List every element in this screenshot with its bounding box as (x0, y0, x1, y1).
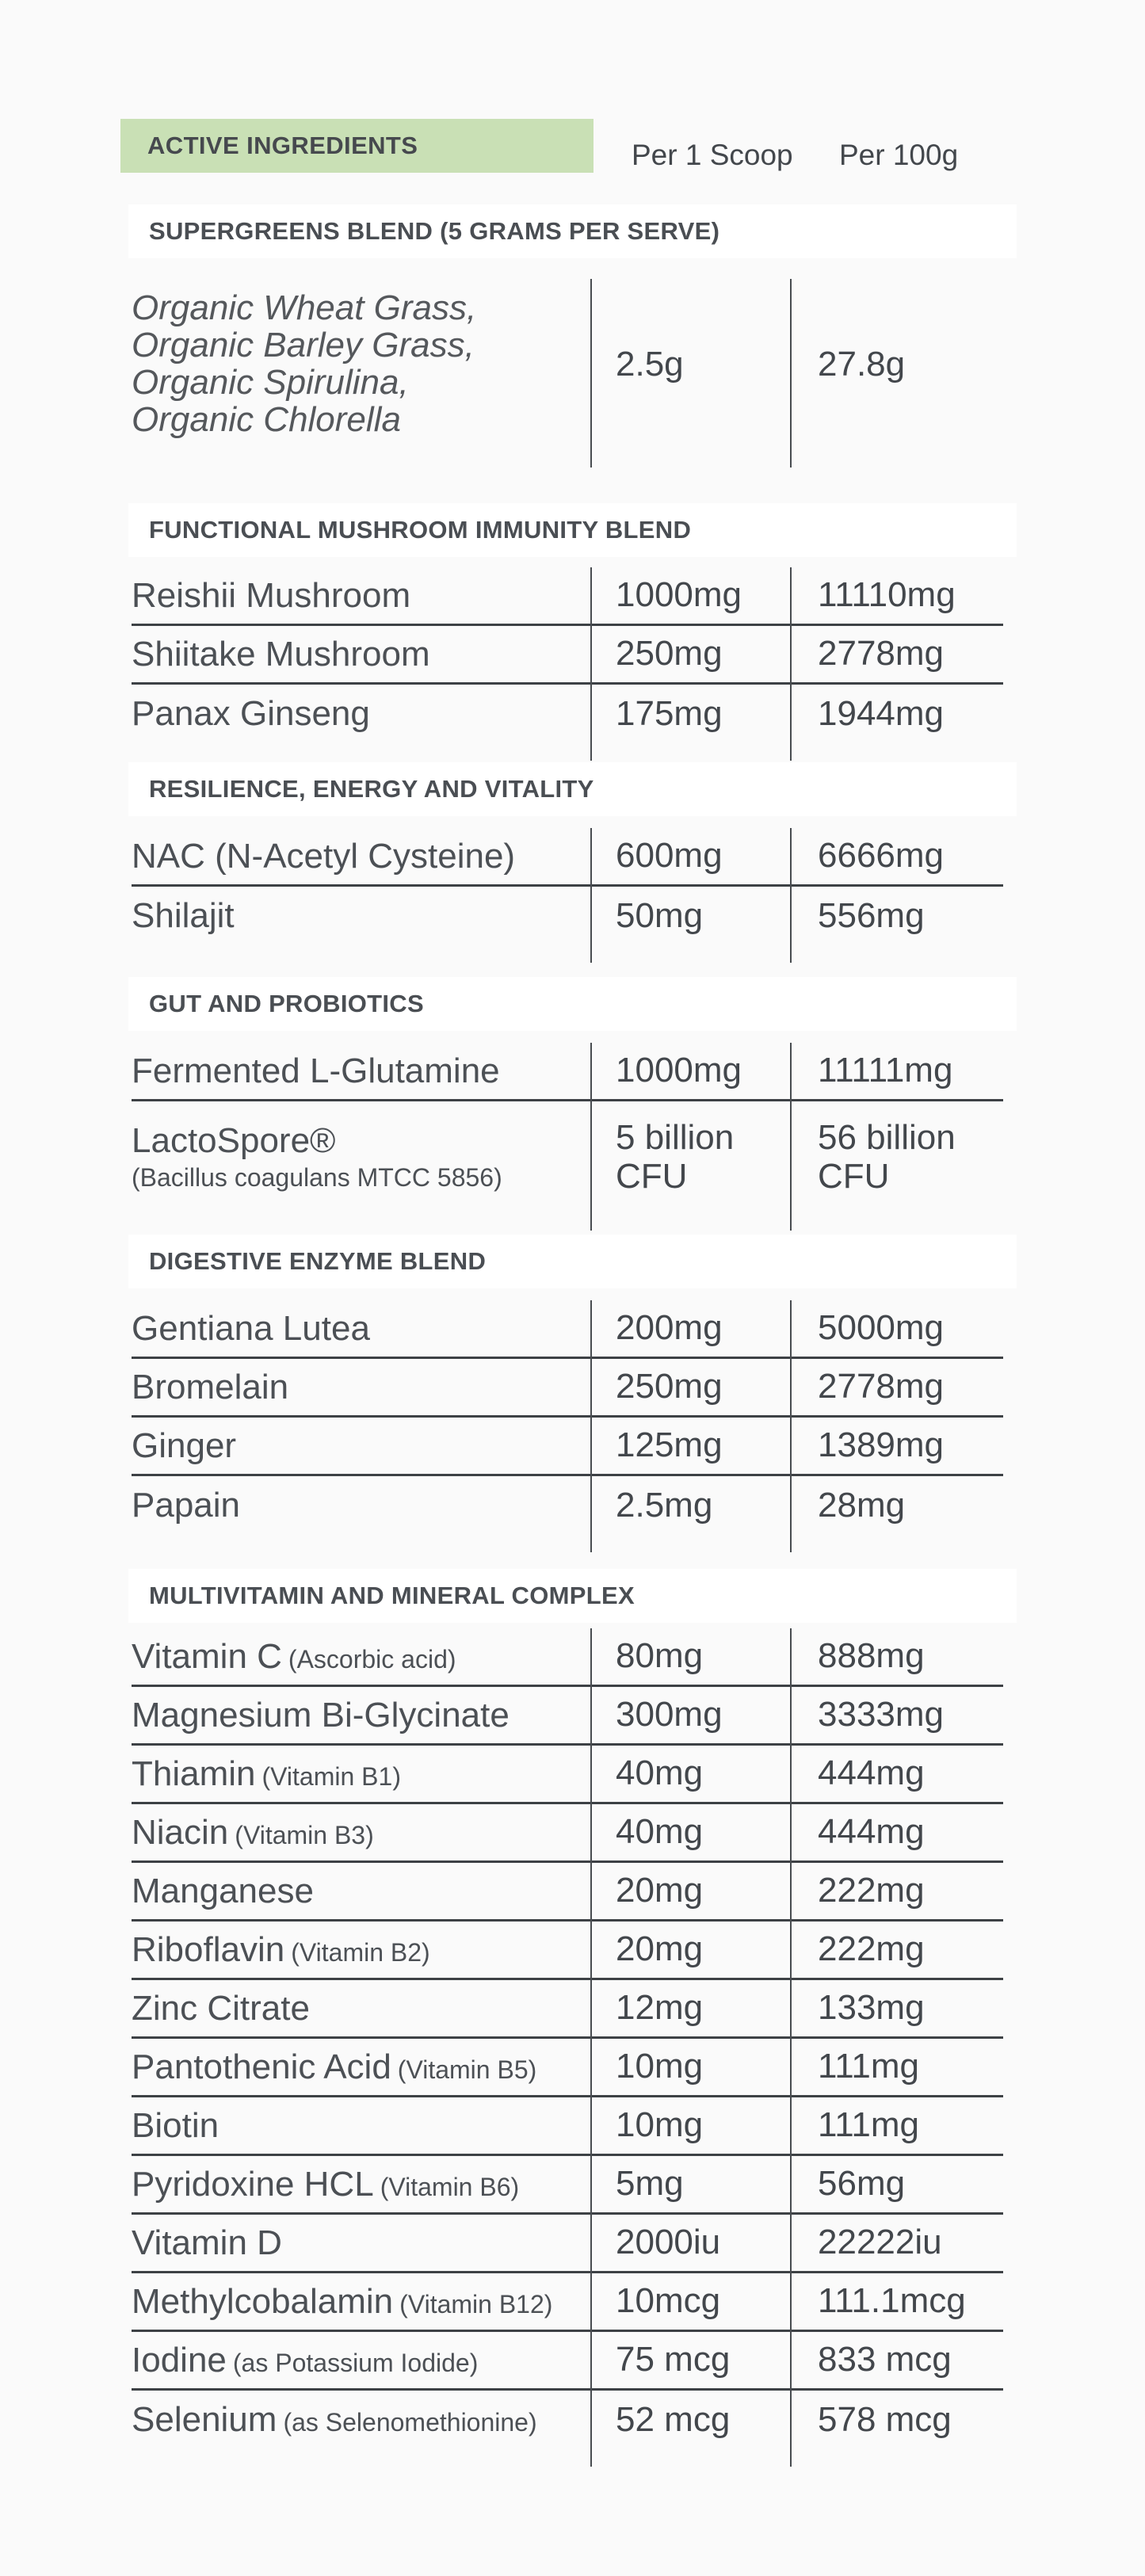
ingredient-sub-label: (Vitamin B1) (261, 1761, 401, 1791)
per-scoop-value-cell (591, 887, 791, 945)
column-divider-line (790, 1628, 792, 2467)
ingredient-name: Niacin (132, 1812, 229, 1852)
per-100g-value-cell (791, 2097, 1003, 2154)
ingredient-sub-label: (Vitamin B3) (235, 1820, 374, 1849)
per-scoop-value: 40mg (616, 1812, 704, 1852)
ingredient-name: Shiitake Mushroom (132, 634, 430, 674)
column-divider-line (590, 279, 592, 467)
ingredient-row (132, 1043, 1003, 1101)
ingredient-row (132, 2332, 1003, 2391)
per-100g-value: 111.1mcg (818, 2281, 966, 2321)
section-title: MULTIVITAMIN AND MINERAL COMPLEX (149, 1582, 635, 1609)
per-scoop-value-cell (591, 1746, 791, 1802)
ingredient-row (132, 1863, 1003, 1922)
ingredient-name: Iodine (132, 2340, 227, 2379)
per-scoop-value-cell (591, 1359, 791, 1415)
per-100g-value: 11111mg (818, 1051, 953, 1090)
per-100g-value-cell (791, 685, 1003, 743)
per-100g-value-cell (791, 1922, 1003, 1978)
per-100g-value: 28mg (818, 1485, 906, 1525)
ingredient-name-cell (132, 2273, 591, 2330)
per-100g-value-cell (791, 2039, 1003, 2095)
column-divider-line (590, 567, 592, 761)
per-100g-value: 1944mg (818, 693, 945, 733)
ingredient-row (132, 2391, 1003, 2449)
per-100g-value-cell (791, 2332, 1003, 2388)
section-title: FUNCTIONAL MUSHROOM IMMUNITY BLEND (149, 516, 692, 544)
per-100g-value-cell (791, 1476, 1003, 1535)
per-100g-value: 833 mcg (818, 2340, 952, 2379)
ingredient-name-cell (132, 2215, 591, 2271)
per-scoop-value-cell (591, 279, 791, 450)
ingredient-row (132, 1476, 1003, 1535)
ingredient-sub-label: (as Selenomethionine) (283, 2408, 537, 2437)
ingredient-name-cell (132, 2391, 591, 2449)
per-scoop-value-cell (591, 1476, 791, 1535)
ingredient-name-cell (132, 1922, 591, 1978)
section-header (128, 977, 1017, 1031)
active-ingredients-header (120, 119, 593, 173)
ingredient-name-cell (132, 1804, 591, 1860)
per-100g-value: 2778mg (818, 1367, 945, 1406)
per-100g-value-cell (791, 626, 1003, 682)
ingredient-name-line: Organic Spirulina, (132, 363, 409, 402)
ingredient-name: Selenium (132, 2400, 277, 2440)
per-scoop-value-cell (591, 2039, 791, 2095)
per-100g-value-cell (791, 1746, 1003, 1802)
ingredient-name: Magnesium Bi-Glycinate (132, 1695, 510, 1735)
column-divider-line (790, 279, 792, 467)
ingredient-name-cell (132, 2097, 591, 2154)
ingredient-name: NAC (N-Acetyl Cysteine) (132, 836, 516, 876)
section-title: SUPERGREENS BLEND (5 GRAMS PER SERVE) (149, 217, 720, 245)
per-scoop-value: 10mg (616, 2047, 704, 2086)
per-100g-value: 56mg (818, 2164, 906, 2204)
col-header-per-100g: Per 100g (839, 139, 959, 171)
per-100g-value-cell (791, 1804, 1003, 1860)
ingredient-name: Thiamin (132, 1754, 256, 1793)
per-scoop-value: 250mg (616, 1367, 723, 1406)
section-rows (132, 1300, 1003, 1552)
ingredient-row (132, 1418, 1003, 1476)
ingredient-row (132, 2039, 1003, 2097)
ingredient-row (132, 626, 1003, 685)
active-ingredients-title: ACTIVE INGREDIENTS (147, 132, 418, 159)
per-scoop-value-cell (591, 1043, 791, 1099)
per-100g-value: 578 mcg (818, 2399, 952, 2439)
per-100g-value-cell (791, 1359, 1003, 1415)
per-scoop-value-cell (591, 1922, 791, 1978)
per-100g-value: 22222iu (818, 2223, 942, 2262)
per-scoop-value: 50mg (616, 895, 704, 935)
ingredient-row (132, 1359, 1003, 1418)
section-header (128, 1569, 1017, 1623)
ingredient-name-cell (132, 1746, 591, 1802)
column-divider-line (590, 1628, 592, 2467)
ingredient-sub-label: (as Potassium Iodide) (232, 2348, 479, 2377)
ingredient-name-cell (132, 685, 591, 743)
per-100g-value-cell (791, 567, 1003, 624)
per-scoop-value: 300mg (616, 1695, 723, 1735)
section-header (128, 204, 1017, 258)
per-scoop-value-cell (591, 2097, 791, 2154)
per-100g-value-cell (791, 1687, 1003, 1743)
per-100g-value: 5000mg (818, 1308, 945, 1348)
section-rows (132, 567, 1003, 761)
ingredient-name: LactoSpore® (132, 1120, 336, 1160)
per-scoop-value-cell (591, 1980, 791, 2036)
ingredient-name: Biotin (132, 2105, 219, 2145)
per-100g-value-cell (791, 279, 1003, 450)
ingredient-name-cell (132, 1359, 591, 1415)
per-100g-value: 111mg (818, 2105, 920, 2145)
per-100g-value-cell (791, 1418, 1003, 1474)
ingredient-name: Riboflavin (132, 1929, 285, 1969)
per-100g-value-cell (791, 2215, 1003, 2271)
per-scoop-value: 1000mg (616, 575, 742, 615)
per-scoop-value: 2.5g (616, 344, 684, 384)
ingredient-name-line: Organic Chlorella (132, 400, 401, 439)
ingredient-name-cell (132, 1043, 591, 1099)
per-scoop-value: 10mcg (616, 2281, 721, 2321)
per-100g-value: 556mg (818, 895, 925, 935)
section-header (128, 1235, 1017, 1288)
per-100g-value: 111mg (818, 2047, 920, 2086)
ingredient-sub-label: (Vitamin B6) (380, 2172, 520, 2201)
per-scoop-value-cell (591, 1863, 791, 1919)
per-scoop-value: 20mg (616, 1929, 704, 1969)
per-scoop-value: 12mg (616, 1988, 704, 2028)
per-scoop-value: 200mg (616, 1308, 723, 1348)
section-title: RESILIENCE, ENERGY AND VITALITY (149, 775, 594, 803)
per-100g-value: 27.8g (818, 344, 906, 384)
per-scoop-value-cell (591, 2273, 791, 2330)
ingredient-name-cell (132, 2039, 591, 2095)
per-scoop-value: 20mg (616, 1871, 704, 1910)
column-divider-line (790, 567, 792, 761)
ingredient-sub-label: (Ascorbic acid) (288, 1644, 456, 1673)
per-scoop-value-cell (591, 1628, 791, 1685)
ingredient-name-cell (132, 1980, 591, 2036)
per-100g-value: 11110mg (818, 575, 956, 615)
per-100g-value-cell (791, 1628, 1003, 1685)
per-scoop-value: 125mg (616, 1425, 723, 1465)
ingredient-name-cell (132, 887, 591, 945)
section-rows (132, 1628, 1003, 2467)
per-100g-value-cell (791, 887, 1003, 945)
ingredient-name: Pyridoxine HCL (132, 2164, 374, 2204)
ingredient-row (132, 2273, 1003, 2332)
section-rows (132, 1043, 1003, 1231)
ingredient-name: Bromelain (132, 1367, 289, 1406)
ingredient-name-cell (132, 2156, 591, 2212)
per-scoop-value: 80mg (616, 1636, 704, 1676)
section-title: DIGESTIVE ENZYME BLEND (149, 1247, 487, 1275)
ingredient-name: Papain (132, 1486, 241, 1525)
col-header-per-scoop: Per 1 Scoop (632, 139, 793, 171)
ingredient-name: Pantothenic Acid (132, 2047, 391, 2086)
per-scoop-value: 10mg (616, 2105, 704, 2145)
ingredient-row (132, 2097, 1003, 2156)
ingredient-name-cell (132, 2332, 591, 2388)
per-scoop-value-cell (591, 1418, 791, 1474)
per-100g-value-cell (791, 1300, 1003, 1357)
per-100g-value-cell (791, 828, 1003, 884)
ingredient-name-cell (132, 1863, 591, 1919)
column-divider-line (590, 1300, 592, 1552)
column-divider-line (590, 1043, 592, 1231)
ingredient-name: Vitamin D (132, 2223, 282, 2262)
ingredient-row (132, 1746, 1003, 1804)
per-100g-value: 6666mg (818, 836, 945, 876)
ingredient-sub-label: (Bacillus coagulans MTCC 5856) (132, 1163, 502, 1193)
per-100g-value-cell (791, 1043, 1003, 1099)
ingredient-row (132, 685, 1003, 743)
per-scoop-value-cell (591, 2215, 791, 2271)
ingredient-sub-label: (Vitamin B5) (397, 2055, 537, 2084)
per-scoop-value: 5mg (616, 2164, 684, 2204)
per-scoop-value: 2000iu (616, 2223, 721, 2262)
ingredient-name-line: Organic Barley Grass, (132, 326, 475, 364)
ingredient-name-cell (132, 1101, 591, 1213)
per-100g-value-cell (791, 2391, 1003, 2449)
per-scoop-value: 1000mg (616, 1051, 742, 1090)
per-scoop-value: 52 mcg (616, 2399, 731, 2439)
section-header (128, 762, 1017, 816)
per-scoop-value-cell (591, 828, 791, 884)
ingredient-name-cell (132, 1687, 591, 1743)
section-title: GUT AND PROBIOTICS (149, 990, 424, 1017)
ingredient-name-cell (132, 1418, 591, 1474)
per-100g-value: 3333mg (818, 1695, 945, 1735)
per-100g-value-cell (791, 1101, 1003, 1213)
per-100g-value-cell (791, 1980, 1003, 2036)
ingredient-row (132, 1687, 1003, 1746)
ingredient-name: Ginger (132, 1425, 237, 1465)
ingredient-row (132, 828, 1003, 887)
ingredient-name: Zinc Citrate (132, 1988, 310, 2028)
per-scoop-value-cell (591, 1804, 791, 1860)
column-divider-line (790, 828, 792, 963)
ingredient-row (132, 887, 1003, 945)
per-scoop-value-cell (591, 1687, 791, 1743)
column-divider-line (590, 828, 592, 963)
ingredient-row (132, 2215, 1003, 2273)
ingredient-row (132, 1101, 1003, 1213)
ingredient-name-cell (132, 1300, 591, 1357)
per-scoop-value-cell (591, 2332, 791, 2388)
ingredient-row (132, 1804, 1003, 1863)
ingredient-row (132, 279, 1003, 450)
per-100g-value-cell (791, 1863, 1003, 1919)
ingredient-row (132, 567, 1003, 626)
per-100g-value: 888mg (818, 1636, 925, 1676)
per-scoop-value-cell (591, 2391, 791, 2449)
per-scoop-value: 175mg (616, 693, 723, 733)
ingredient-row (132, 1922, 1003, 1980)
ingredient-name-cell (132, 828, 591, 884)
ingredient-row (132, 2156, 1003, 2215)
ingredient-name-cell (132, 1476, 591, 1535)
per-100g-value: 444mg (818, 1754, 925, 1793)
per-scoop-value: 40mg (616, 1754, 704, 1793)
column-divider-line (790, 1043, 792, 1231)
ingredient-sub-label: (Vitamin B2) (291, 1937, 430, 1967)
ingredient-row (132, 1628, 1003, 1687)
section-rows (132, 828, 1003, 963)
ingredient-name: Panax Ginseng (132, 694, 370, 734)
per-scoop-value-cell (591, 2156, 791, 2212)
per-100g-value: 56 billion CFU (818, 1118, 956, 1196)
section-header (128, 503, 1017, 557)
per-100g-value: 444mg (818, 1812, 925, 1852)
per-scoop-value: 5 billion CFU (616, 1118, 735, 1196)
per-scoop-value: 75 mcg (616, 2340, 731, 2379)
ingredient-row (132, 1980, 1003, 2039)
per-100g-value: 1389mg (818, 1425, 945, 1465)
ingredient-name: Reishii Mushroom (132, 575, 411, 615)
ingredient-name: Vitamin C (132, 1636, 282, 1676)
per-100g-value-cell (791, 2273, 1003, 2330)
ingredient-name: Manganese (132, 1871, 314, 1910)
section-rows (132, 279, 1003, 467)
ingredient-name: Methylcobalamin (132, 2281, 394, 2321)
per-100g-value: 222mg (818, 1871, 925, 1910)
ingredient-name: Fermented L-Glutamine (132, 1051, 500, 1090)
ingredient-name-line: Organic Wheat Grass, (132, 288, 477, 327)
ingredient-name: Gentiana Lutea (132, 1308, 370, 1348)
ingredient-name-cell (132, 1628, 591, 1685)
per-100g-value: 133mg (818, 1988, 925, 2028)
per-scoop-value-cell (591, 626, 791, 682)
ingredient-sub-label: (Vitamin B12) (399, 2289, 553, 2318)
ingredient-name-cell (132, 626, 591, 682)
per-100g-value: 222mg (818, 1929, 925, 1969)
ingredient-name-cell (132, 567, 591, 624)
column-divider-line (790, 1300, 792, 1552)
ingredient-name-cell (132, 279, 591, 450)
per-scoop-value: 2.5mg (616, 1485, 713, 1525)
per-scoop-value: 600mg (616, 836, 723, 876)
per-scoop-value-cell (591, 1300, 791, 1357)
per-scoop-value-cell (591, 567, 791, 624)
per-scoop-value: 250mg (616, 634, 723, 674)
per-100g-value-cell (791, 2156, 1003, 2212)
per-scoop-value-cell (591, 1101, 791, 1213)
per-scoop-value-cell (591, 685, 791, 743)
ingredient-name: Shilajit (132, 896, 235, 936)
ingredient-row (132, 1300, 1003, 1359)
per-100g-value: 2778mg (818, 634, 945, 674)
